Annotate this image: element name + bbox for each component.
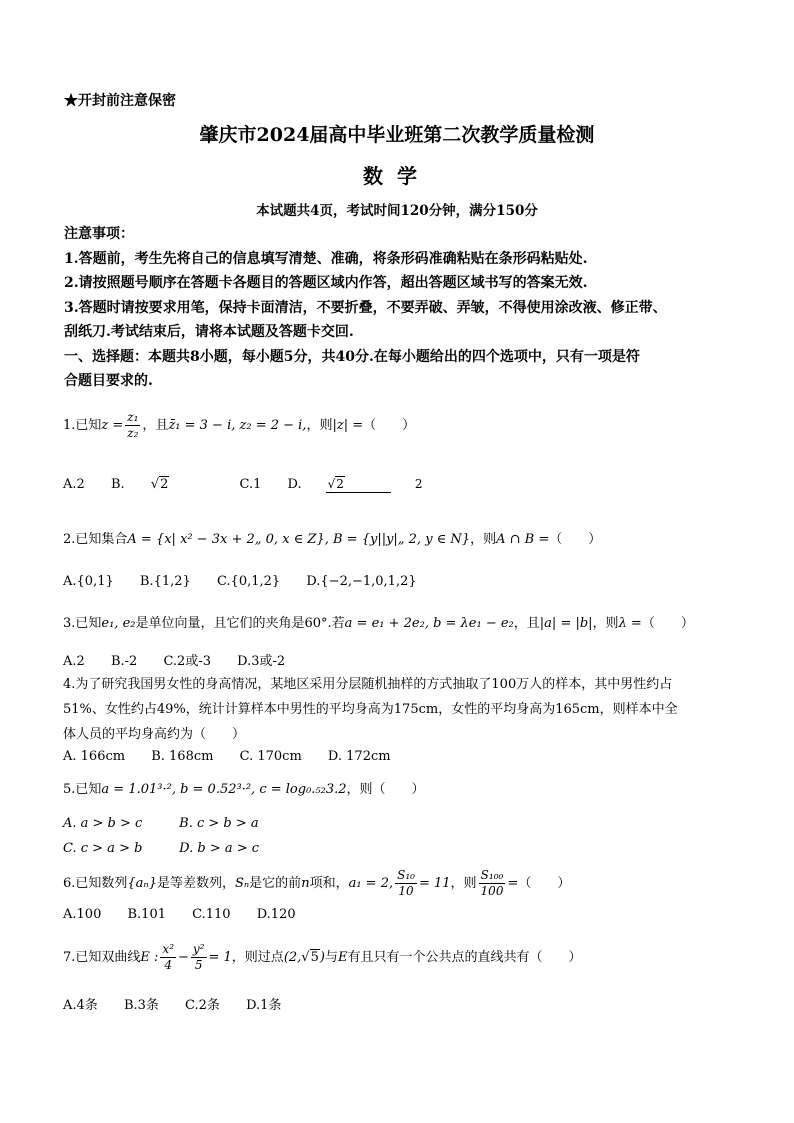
- exam-info: 本试题共4页，考试时间120分钟，满分150分: [256, 203, 538, 219]
- option-d: D. √2 2: [287, 477, 423, 492]
- option-d: D.3或-2: [237, 654, 286, 669]
- question-6: 6.已知数列{aₙ}是等差数列，Sₙ是它的前n项和，a₁ = 2, $\frac{\text{S₁₀}}{10}$ = 11，则 $\frac{\text{S₁₀₀}}{100}$ =（ ）: [63, 868, 571, 898]
- question-2: 2.已知集合A = {x| x² − 3x + 2„ 0, x ∈ Z}, B = {y||y|„ 2, y ∈ N}，则A ∩ B =（ ）: [63, 532, 602, 547]
- option-d: D.120: [256, 907, 296, 922]
- note-item: 1.答题前，考生先将自己的信息填写清楚、准确，将条形码准确粘贴在条形码粘贴处.: [64, 250, 588, 267]
- option-b: B.-2: [110, 654, 138, 669]
- option-b: B. √2: [110, 477, 169, 492]
- option-d: D. b > a > c: [179, 841, 260, 856]
- option-c: C.110: [192, 907, 231, 922]
- note-item: 3.答题时请按要求用笔，保持卡面清洁，不要折叠，不要弄破、弄皱，不得使用涂改液、修正带、: [64, 299, 667, 316]
- question-4-options: [63, 749, 413, 764]
- option-d: D.1条: [246, 998, 282, 1013]
- section-heading-line1: 一、选择题：本题共8小题，每小题5分，共40分.在每小题给出的四个选项中，只有一项是符: [64, 348, 640, 365]
- option-a: A.4条: [63, 998, 98, 1013]
- option-a: A.{0,1}: [63, 574, 114, 589]
- question-5: 5.已知a = 1.01³·², b = 0.52³·², c = log₀.₅₂3.2，则（ ）: [63, 782, 425, 797]
- section-heading-line2: 合题目要求的.: [64, 373, 153, 389]
- option-c: C. c > a > b: [63, 841, 143, 856]
- option-c: C.{0,1,2}: [216, 574, 281, 589]
- question-6-options: [63, 907, 318, 922]
- option-a: A. a > b > c: [63, 816, 143, 831]
- exam-title: 肇庆市2024届高中毕业班第二次教学质量检测: [199, 124, 595, 146]
- option-d: D.{−2,−1,0,1,2}: [306, 574, 417, 589]
- option-b: B.101: [127, 907, 166, 922]
- question-1: 1.已知z = $\frac{\text{z₁}}{\text{z₂}}$ ，且z̄₁ = 3 − i, z₂ = 2 − i,，则|z| =（ ）: [63, 410, 416, 440]
- question-4: 4.为了研究我国男女性的身高情况，某地区采用分层随机抽样的方式抽取了100万人的样本，其中男性约占 51%、女性约占49%，统计计算样本中男性的平均身高为175cm，女性的平均身高为165cm，则样本中全 体人员的平均身高约为（ ）: [63, 677, 678, 742]
- question-7: 7.已知双曲线E : $\frac{\text{x²}}{4}$ − $\frac{\text{y²}}{5}$ = 1，则过点(2,√5)与E有且只有一个公共点的直线共有（ ）: [63, 942, 582, 972]
- option-a: A.2: [63, 477, 85, 492]
- option-d: D. 172cm: [327, 749, 391, 764]
- option-c: C. 170cm: [239, 749, 302, 764]
- option-c: C.2或-3: [163, 654, 211, 669]
- option-b: B.3条: [123, 998, 159, 1013]
- note-item: 2.请按照题号顺序在答题卡各题目的答题区域内作答，超出答题区域书写的答案无效.: [64, 275, 588, 291]
- option-a: A.100: [63, 907, 102, 922]
- note-item: 刮纸刀.考试结束后，请将本试题及答题卡交回.: [64, 324, 354, 340]
- notes-block: [64, 222, 734, 394]
- question-3-options: [63, 650, 307, 669]
- question-7-options: [63, 994, 303, 1013]
- option-c: C.2条: [185, 998, 220, 1013]
- option-b: B. 168cm: [151, 749, 214, 764]
- option-b: B.{1,2}: [139, 574, 191, 589]
- option-c: C.1: [239, 477, 262, 492]
- option-a: A.2: [63, 654, 85, 669]
- question-1-options: [63, 476, 491, 493]
- question-5-options-row2: [63, 841, 281, 856]
- option-a: A. 166cm: [63, 749, 126, 764]
- confidential-notice: ★开封前注意保密: [64, 93, 176, 109]
- question-2-options: [63, 574, 439, 589]
- question-5-options-row1: [63, 816, 281, 831]
- question-3: 3.已知e₁, e₂是单位向量，且它们的夹角是60°.若a = e₁ + 2e₂, b = λe₁ − e₂，且|a| = |b|，则λ =（ ）: [63, 616, 694, 631]
- option-b: B. c > b > a: [179, 816, 259, 831]
- fraction: $\frac{\text{z₁}}{\text{z₂}}$: [127, 410, 139, 440]
- notes-heading: 注意事项：: [64, 226, 134, 242]
- subject-title: 数学: [363, 164, 431, 188]
